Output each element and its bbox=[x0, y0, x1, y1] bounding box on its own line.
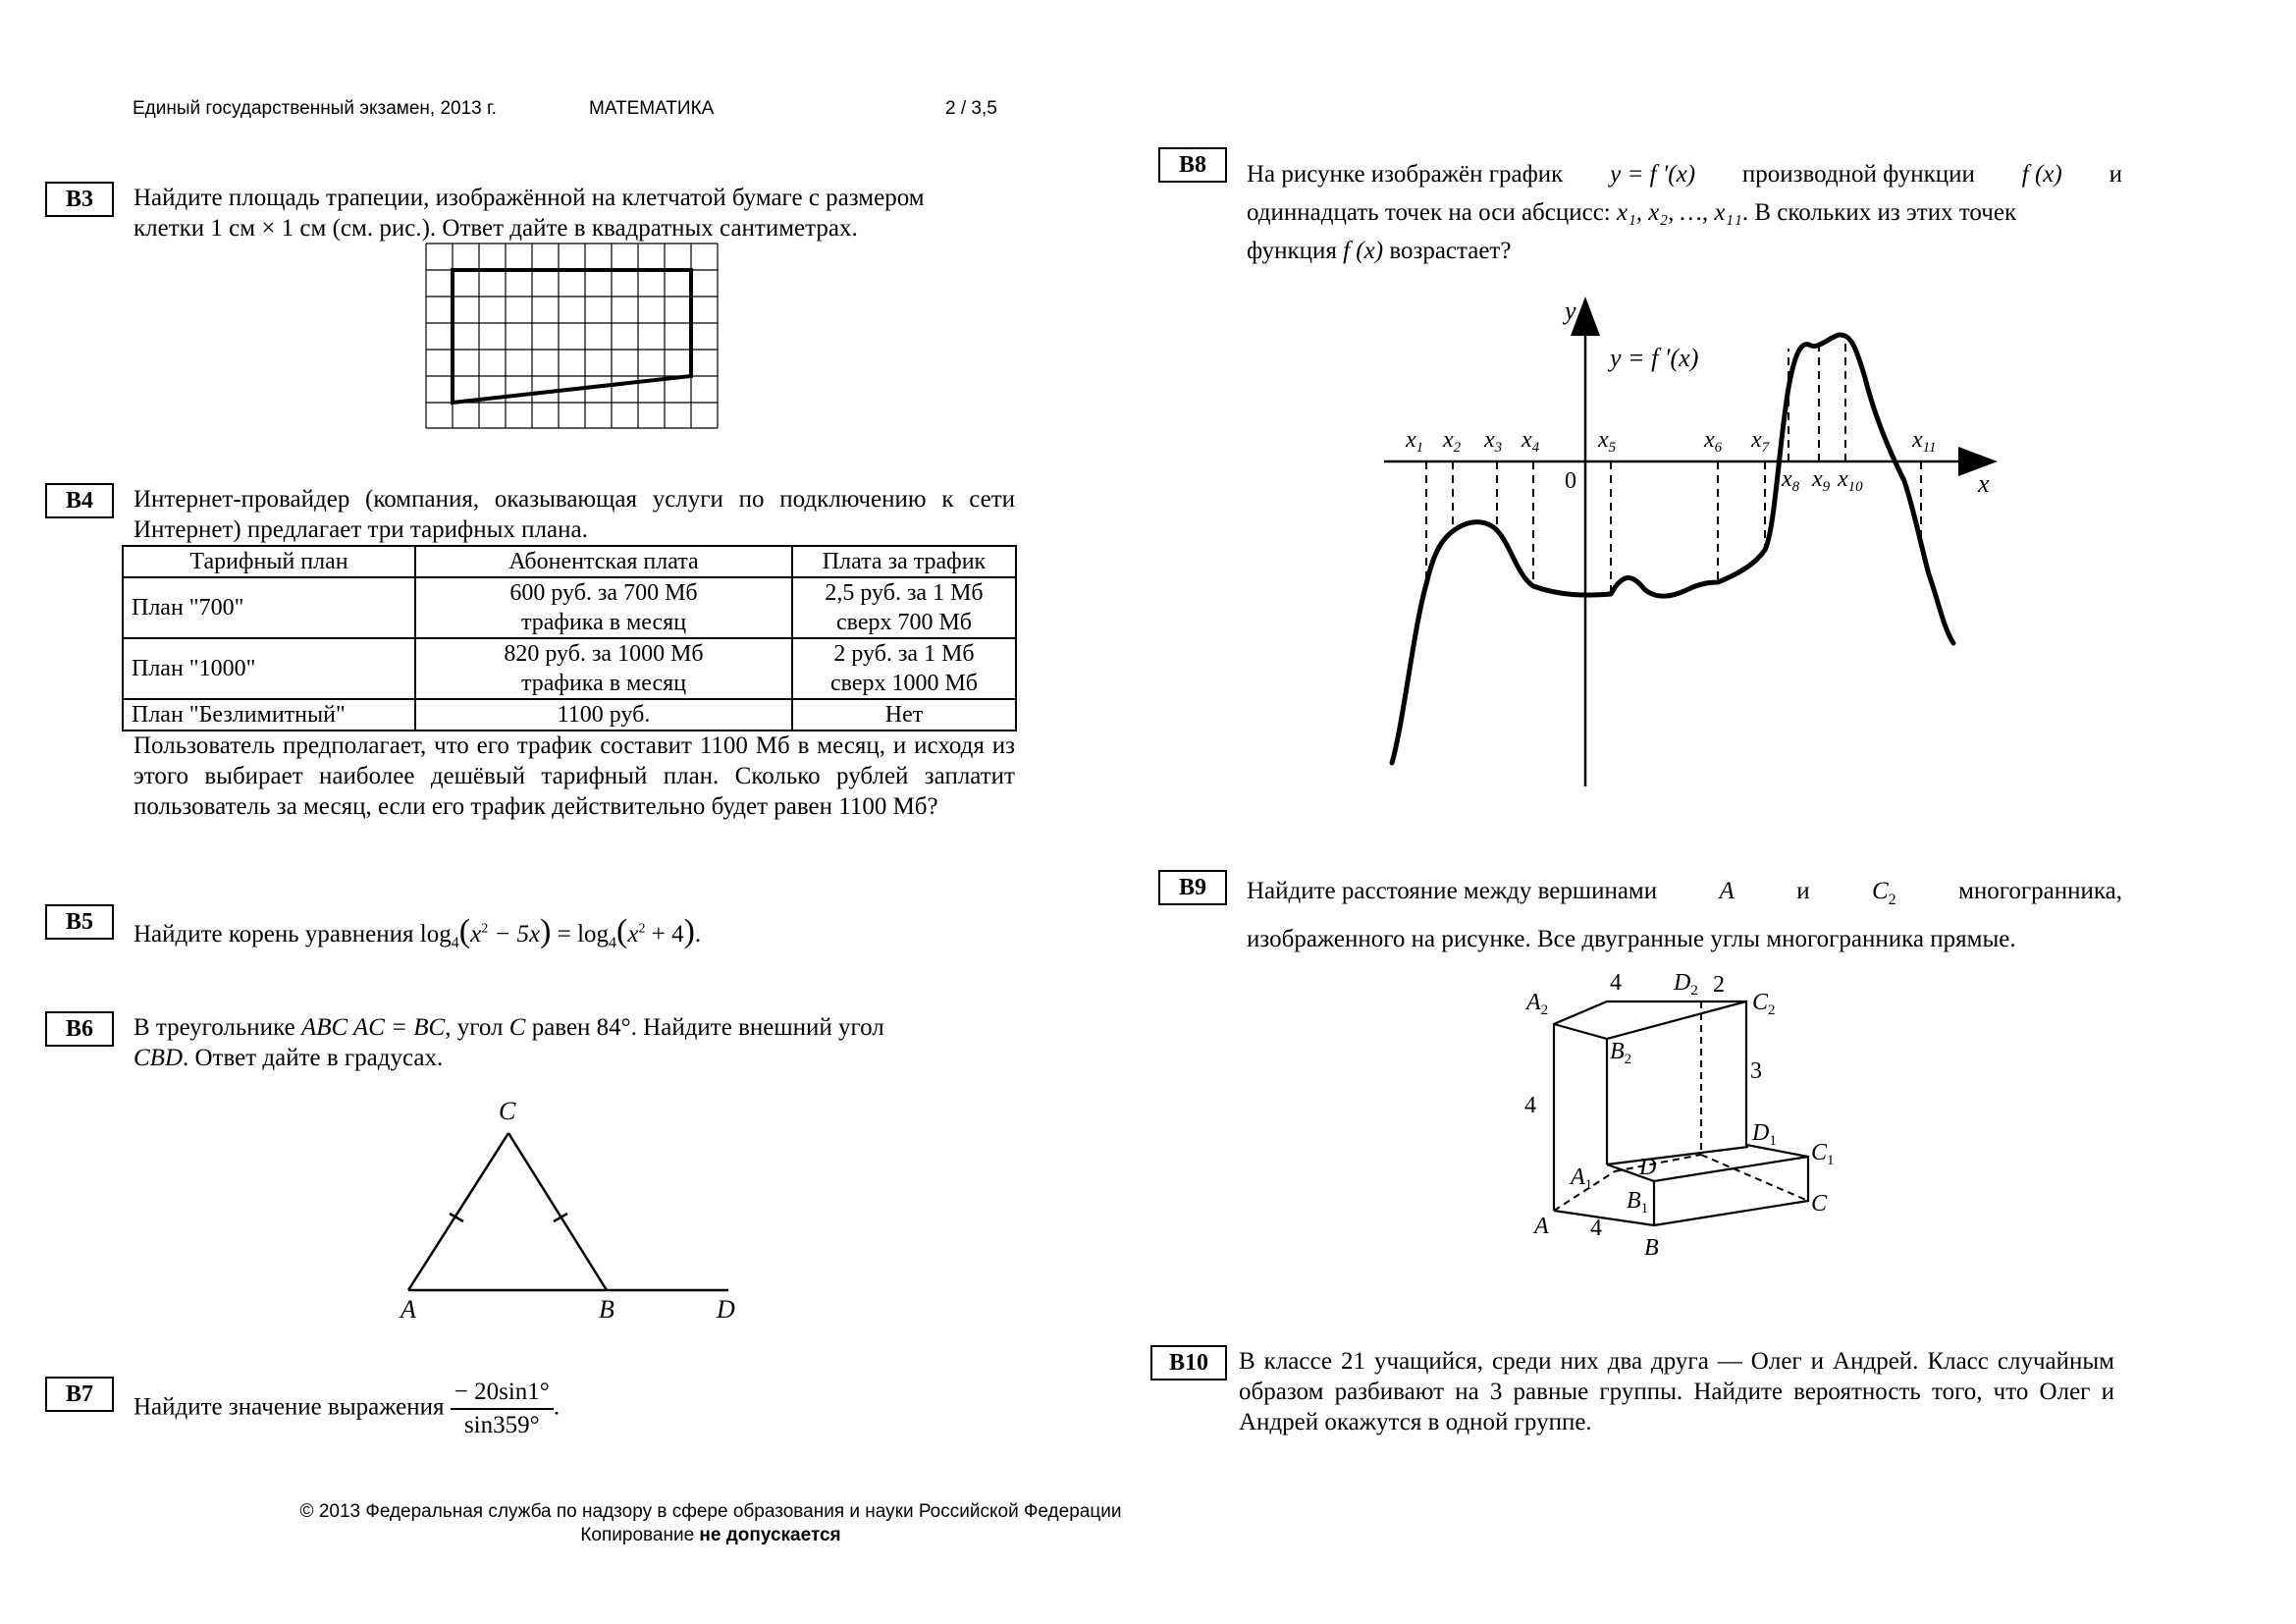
task-b5-text: Найдите корень уравнения $\log_4(x^2 - 5x) = \log_4(x^2 + 4)$. bbox=[133, 913, 702, 951]
graph-function-label: y = f ′(x) bbox=[1610, 344, 1699, 372]
origin-label: 0 bbox=[1565, 468, 1576, 494]
cell-line: сверх 1000 Мб bbox=[829, 671, 979, 696]
log-base: 4 bbox=[609, 935, 617, 951]
point-label-x9: $x_9$ bbox=[1812, 466, 1831, 495]
task-b4-question: Пользователь предполагает, что его трафик составит 1100 Мб в месяц, и исходя из этого выбирает наиболее дешёвый тарифный план. Сколько рублей заплатит пользователь за месяц, если его трафик действительно будет равен 1100 Мб? bbox=[133, 732, 1015, 820]
vertex-label-b1: $B_1$ bbox=[1627, 1188, 1649, 1217]
task-tag-b6: B6 bbox=[45, 1011, 114, 1047]
x-axis-label: x bbox=[1978, 469, 1990, 498]
eq-term: − 5x bbox=[488, 921, 541, 947]
eq-end: . bbox=[553, 1393, 561, 1421]
task-b4-intro: Интернет-провайдер (компания, оказывающая услуги по подключению к сети Интернет) предлагает три тарифных плана. bbox=[133, 486, 1015, 543]
cell-line: 600 руб. за 700 Мб bbox=[509, 580, 698, 606]
table-cell-traffic bbox=[792, 638, 1016, 699]
table-cell-traffic bbox=[792, 577, 1016, 638]
cell-line: трафика в месяц bbox=[520, 671, 687, 696]
b9-sub: 2 bbox=[1888, 892, 1896, 908]
b9-text-part: Найдите расстояние между вершинами bbox=[1247, 878, 1658, 904]
log-fn: log bbox=[419, 921, 452, 947]
footer-copyright: © 2013 Федеральная служба по надзору в сфере образования и науки Российской Федерации bbox=[299, 1501, 1122, 1522]
task-b6-line2 bbox=[133, 1043, 1015, 1073]
task-b8-line3 bbox=[1247, 232, 2122, 270]
eq-term: + 4 bbox=[645, 921, 684, 947]
task-b8-line1 bbox=[1247, 155, 2122, 193]
task-b7-label: Найдите значение выражения bbox=[133, 1393, 445, 1421]
footer bbox=[122, 1500, 1300, 1547]
log-base: 4 bbox=[451, 935, 459, 951]
task-b10-text: В классе 21 учащийся, среди них два друга — Олег и Андрей. Класс случайным образом разбивают на 3 равные группы. Найдите вероятность того, что Олег и Андрей окажутся в одной группе. bbox=[1239, 1348, 2114, 1435]
task-b9-line2: изображенного на рисунке. Все двугранные углы многогранника прямые. bbox=[1247, 926, 2016, 952]
vertex-label-c2: $C_2$ bbox=[1752, 990, 1776, 1018]
vertex-label-a: A bbox=[400, 1295, 416, 1324]
table-header-cell: Тарифный план bbox=[123, 546, 415, 577]
dim-right: 3 bbox=[1750, 1058, 1762, 1084]
task-b9-text bbox=[1247, 872, 2122, 959]
b6-text-part: равен 84°. Найдите внешний угол bbox=[531, 1014, 884, 1041]
task-b3-line2: клетки 1 см × 1 см (см. рис.). Ответ дайте в квадратных сантиметрах. bbox=[133, 215, 858, 242]
triangle-figure bbox=[393, 1090, 756, 1326]
header-page: 2 / 3,5 bbox=[945, 98, 997, 119]
table-row bbox=[123, 577, 1016, 638]
dim-left: 4 bbox=[1524, 1093, 1536, 1118]
point-label-x7: $x_7$ bbox=[1751, 427, 1770, 456]
dim-bottom: 4 bbox=[1590, 1216, 1602, 1241]
vertex-label-b: B bbox=[1644, 1235, 1659, 1261]
b8-math: f (x) bbox=[2021, 161, 2062, 188]
vertex-label-b2: $B_2$ bbox=[1610, 1039, 1632, 1067]
task-b6-line1 bbox=[133, 1012, 1015, 1043]
vertex-label-d1: $D_1$ bbox=[1752, 1120, 1777, 1149]
task-b3-text bbox=[133, 183, 1015, 244]
task-b6-text bbox=[133, 1012, 1015, 1073]
point-label-x10: $x_{10}$ bbox=[1838, 466, 1863, 495]
side-bc bbox=[508, 1133, 607, 1290]
task-tag-b4: B4 bbox=[45, 483, 114, 518]
point-label-x6: $x_6$ bbox=[1704, 427, 1723, 456]
derivative-graph bbox=[1364, 290, 2012, 800]
vertex-label-a2: $A_2$ bbox=[1526, 990, 1549, 1018]
b9-math: C bbox=[1871, 878, 1889, 904]
fraction bbox=[451, 1377, 554, 1441]
table-row bbox=[123, 638, 1016, 699]
vertex-label-a: A bbox=[1534, 1214, 1549, 1239]
b6-text-part: . Ответ дайте в градусах. bbox=[183, 1045, 444, 1071]
vertex-label-c: C bbox=[499, 1097, 516, 1125]
log-fn: log bbox=[577, 921, 610, 947]
vertex-label-b: B bbox=[599, 1295, 614, 1324]
table-header-cell: Абонентская плата bbox=[415, 546, 792, 577]
eq-var: x bbox=[470, 921, 482, 947]
b8-text-part: производной функции bbox=[1741, 161, 1975, 188]
b9-math: A bbox=[1719, 878, 1735, 904]
table-cell-traffic: Нет bbox=[792, 699, 1016, 731]
header-subject: МАТЕМАТИКА bbox=[589, 98, 715, 119]
fraction-numerator: − 20sin1° bbox=[451, 1377, 554, 1410]
b8-math: y = f ′(x) bbox=[1610, 161, 1696, 188]
eq-exp: 2 bbox=[481, 921, 489, 937]
b6-text-part: В треугольнике bbox=[133, 1014, 295, 1041]
b8-text-part: одиннадцать точек на оси абсцисс: bbox=[1247, 199, 1611, 226]
point-label-x8: $x_8$ bbox=[1782, 466, 1800, 495]
b8-text-part: . В скольких из этих точек bbox=[1741, 199, 2017, 226]
eq-sign: = bbox=[551, 921, 578, 947]
task-b3-line1: Найдите площадь трапеции, изображённой на клетчатой бумаге с размером bbox=[133, 185, 925, 211]
table-cell-fee bbox=[415, 638, 792, 699]
b6-math: CBD bbox=[133, 1045, 183, 1071]
trapezoid-grid-figure bbox=[422, 242, 721, 432]
dim-top-right: 2 bbox=[1713, 972, 1725, 998]
b9-text-part: и bbox=[1796, 878, 1810, 904]
derivative-curve bbox=[1392, 335, 1953, 763]
task-tag-b9: B9 bbox=[1158, 870, 1227, 905]
task-b8-text bbox=[1247, 155, 2122, 270]
polyhedron-figure bbox=[1517, 960, 1850, 1274]
b9-text-part: многогранника, bbox=[1958, 878, 2122, 904]
task-tag-b10: B10 bbox=[1150, 1345, 1227, 1380]
task-b7-text bbox=[133, 1377, 560, 1441]
b6-text-part: , угол bbox=[445, 1014, 504, 1041]
cell-line: трафика в месяц bbox=[520, 610, 687, 635]
side-ac bbox=[408, 1133, 508, 1290]
cell-line: 2,5 руб. за 1 Мб bbox=[825, 580, 984, 606]
vertex-label-c: C bbox=[1811, 1191, 1828, 1217]
task-b9-line1 bbox=[1247, 872, 2122, 920]
point-label-x1: $x_1$ bbox=[1406, 427, 1424, 456]
table-header-cell: Плата за трафик bbox=[792, 546, 1016, 577]
b8-text-part: На рисунке изображён график bbox=[1247, 161, 1564, 188]
footer-copy-bold: не допускается bbox=[699, 1525, 841, 1545]
task-b5-label: Найдите корень уравнения bbox=[133, 921, 414, 947]
point-label-x4: $x_4$ bbox=[1522, 427, 1540, 456]
eq-end: . bbox=[694, 921, 702, 947]
footer-copy-label: Копирование bbox=[580, 1525, 695, 1545]
vertex-label-a1: $A_1$ bbox=[1571, 1164, 1593, 1193]
eq-exp: 2 bbox=[638, 921, 646, 937]
eq-var: x bbox=[627, 921, 639, 947]
task-tag-b8: B8 bbox=[1158, 147, 1227, 183]
point-label-x5: $x_5$ bbox=[1598, 427, 1617, 456]
vertex-label-c1: $C_1$ bbox=[1811, 1140, 1835, 1168]
point-label-x2: $x_2$ bbox=[1443, 427, 1462, 456]
cell-line: сверх 700 Мб bbox=[835, 610, 973, 635]
table-cell-fee: 1100 руб. bbox=[415, 699, 792, 731]
b9-math-c2 bbox=[1872, 872, 1896, 920]
b6-math: ABC AC = BC bbox=[300, 1014, 446, 1041]
header-exam: Единый государственный экзамен, 2013 г. bbox=[133, 98, 497, 119]
b6-math: C bbox=[508, 1014, 526, 1041]
task-tag-b5: B5 bbox=[45, 904, 114, 940]
vertex-label-d: D bbox=[1639, 1155, 1657, 1180]
vertex-label-d2: $D_2$ bbox=[1674, 970, 1698, 999]
table-cell-plan: План "700" bbox=[123, 577, 415, 638]
cell-line: 2 руб. за 1 Мб bbox=[833, 641, 975, 667]
footer-copy-note bbox=[122, 1524, 1300, 1547]
table-header-row bbox=[123, 546, 1016, 577]
table-row bbox=[123, 699, 1016, 731]
tariff-table bbox=[122, 545, 1017, 731]
b8-text-part: и bbox=[2109, 161, 2122, 188]
trapezoid-shape bbox=[453, 270, 691, 403]
b8-math: x₁, x₂, …, x₁₁ bbox=[1617, 199, 1742, 226]
task-b8-line2 bbox=[1247, 193, 2122, 232]
b8-math: f (x) bbox=[1343, 238, 1384, 264]
b8-text-part: функция bbox=[1247, 238, 1337, 264]
fraction-denominator: sin359° bbox=[463, 1412, 540, 1438]
table-cell-plan: План "1000" bbox=[123, 638, 415, 699]
point-label-x11: $x_{11}$ bbox=[1912, 427, 1937, 456]
cell-line: 820 руб. за 1000 Мб bbox=[504, 641, 704, 667]
task-tag-b3: B3 bbox=[45, 182, 114, 217]
table-cell-plan: План "Безлимитный" bbox=[123, 699, 415, 731]
y-axis-label: y bbox=[1565, 297, 1576, 325]
vertex-label-d: D bbox=[717, 1295, 735, 1324]
point-label-x3: $x_3$ bbox=[1484, 427, 1503, 456]
dim-top: 4 bbox=[1610, 970, 1622, 996]
task-tag-b7: B7 bbox=[45, 1377, 114, 1412]
table-cell-fee bbox=[415, 577, 792, 638]
b8-text-part: возрастает? bbox=[1389, 238, 1512, 264]
